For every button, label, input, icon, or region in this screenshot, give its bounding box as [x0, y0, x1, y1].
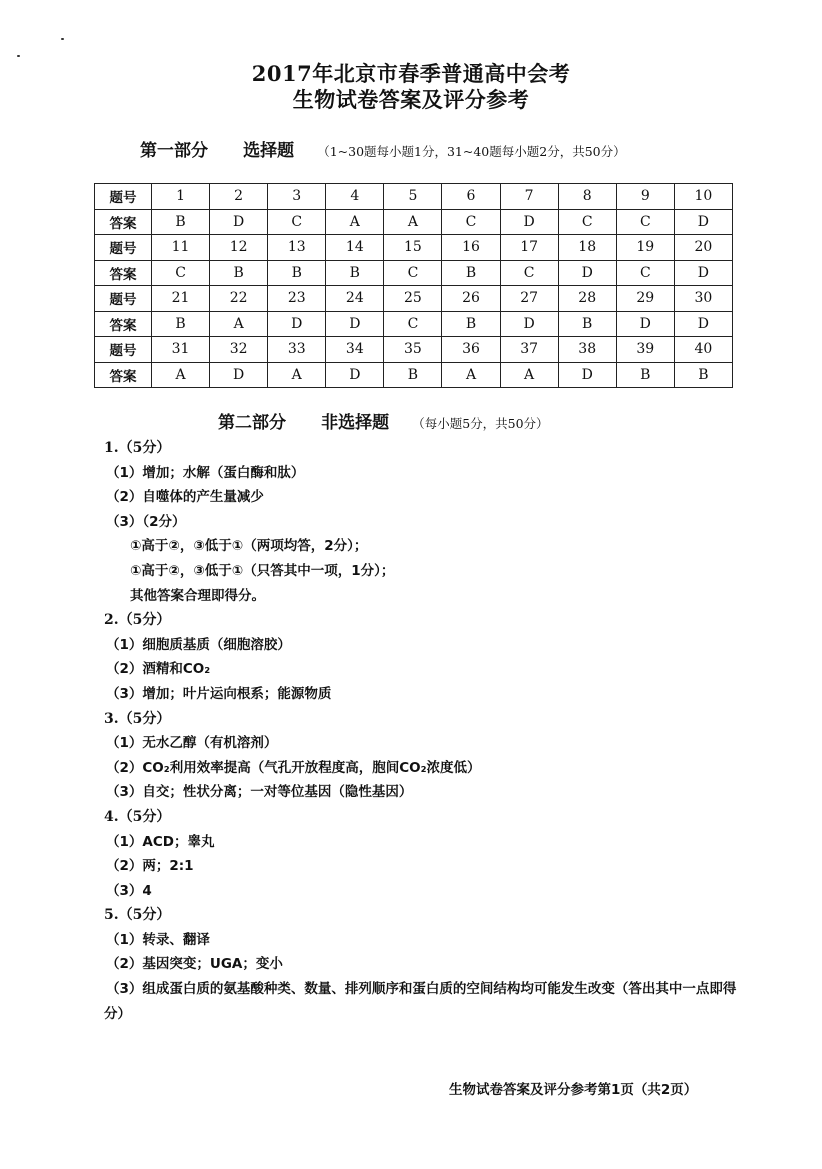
answer-cell: A	[442, 362, 500, 388]
answer-cell: D	[210, 362, 268, 388]
document-title: 2017年北京市春季普通高中会考	[251, 61, 571, 86]
answer-cell: B	[384, 362, 442, 388]
question-number-cell: 24	[326, 286, 384, 312]
answer-cell: B	[326, 260, 384, 286]
question-number-cell: 8	[558, 184, 616, 210]
answer-cell: D	[674, 209, 732, 235]
question-number-cell: 34	[326, 337, 384, 363]
question-number-cell: 7	[500, 184, 558, 210]
scan-speck	[61, 38, 64, 40]
question-number-cell: 29	[616, 286, 674, 312]
answer-cell: B	[558, 311, 616, 337]
part2-kind: 非选择题	[321, 413, 390, 433]
question-number-cell: 32	[210, 337, 268, 363]
row-label-answer: 答案	[95, 260, 152, 286]
question-4-item-3: （3）4	[106, 882, 152, 899]
question-number-cell: 9	[616, 184, 674, 210]
answer-cell: C	[500, 260, 558, 286]
question-5-head: 5.（5分）	[104, 907, 171, 924]
part2-label: 第二部分	[218, 413, 286, 433]
row-label-answer: 答案	[95, 311, 152, 337]
answer-cell: D	[268, 311, 326, 337]
question-5-item-2: （2）基因突变；UGA；变小	[106, 956, 283, 973]
answer-cell: D	[674, 260, 732, 286]
answer-cell: C	[558, 209, 616, 235]
page-footer: 生物试卷答案及评分参考第1页（共2页）	[449, 1082, 698, 1098]
part1-scoring-note: （1~30题每小题1分，31~40题每小题2分，共50分）	[317, 144, 626, 159]
answer-cell: B	[442, 311, 500, 337]
question-number-cell: 30	[674, 286, 732, 312]
question-number-cell: 13	[268, 235, 326, 261]
answer-cell: D	[500, 311, 558, 337]
question-1-detail-3: 其他答案合理即得分。	[130, 587, 265, 604]
part2-answers	[104, 436, 754, 1026]
answer-row	[95, 311, 733, 337]
question-number-cell: 39	[616, 337, 674, 363]
row-label-answer: 答案	[95, 209, 152, 235]
question-4-item-2: （2）两；2:1	[106, 858, 194, 875]
question-1-head: 1.（5分）	[104, 440, 171, 456]
answer-row	[95, 209, 733, 235]
question-5-item-1: （1）转录、翻译	[106, 931, 210, 948]
answer-cell: D	[616, 311, 674, 337]
answer-cell: A	[500, 362, 558, 388]
answer-cell: A	[152, 362, 210, 388]
answer-cell: D	[326, 311, 384, 337]
answer-cell: C	[384, 311, 442, 337]
question-number-cell: 37	[500, 337, 558, 363]
question-number-cell: 27	[500, 286, 558, 312]
part1-heading	[140, 136, 626, 161]
question-3-item-2: （2）CO₂利用效率提高（气孔开放程度高，胞间CO₂浓度低）	[106, 759, 481, 776]
answer-cell: A	[268, 362, 326, 388]
question-number-cell: 33	[268, 337, 326, 363]
question-number-row	[95, 337, 733, 363]
question-number-cell: 21	[152, 286, 210, 312]
question-3-item-3: （3）自交；性状分离；一对等位基因（隐性基因）	[106, 784, 413, 801]
question-number-cell: 22	[210, 286, 268, 312]
question-number-cell: 2	[210, 184, 268, 210]
question-number-cell: 16	[442, 235, 500, 261]
answer-cell: C	[268, 209, 326, 235]
row-label-question: 题号	[95, 235, 152, 261]
answer-cell: C	[616, 209, 674, 235]
question-number-cell: 10	[674, 184, 732, 210]
question-number-cell: 26	[442, 286, 500, 312]
question-3-item-1: （1）无水乙醇（有机溶剂）	[106, 735, 278, 752]
answer-row	[95, 362, 733, 388]
row-label-answer: 答案	[95, 362, 152, 388]
question-number-cell: 4	[326, 184, 384, 210]
question-number-cell: 38	[558, 337, 616, 363]
answer-cell: B	[152, 311, 210, 337]
row-label-question: 题号	[95, 337, 152, 363]
part2-scoring-note: （每小题5分，共50分）	[412, 416, 549, 431]
question-4-item-1: （1）ACD；睾丸	[106, 833, 215, 850]
question-1-detail-2: ①高于②，③低于①（只答其中一项，1分）；	[130, 562, 395, 579]
question-number-cell: 19	[616, 235, 674, 261]
answer-cell: D	[674, 311, 732, 337]
answer-cell: D	[558, 260, 616, 286]
answer-key-table	[94, 183, 733, 388]
question-2-item-3: （3）增加；叶片运向根系；能源物质	[106, 685, 332, 702]
question-number-cell: 1	[152, 184, 210, 210]
question-2-item-1: （1）细胞质基质（细胞溶胶）	[106, 636, 291, 653]
row-label-question: 题号	[95, 286, 152, 312]
question-number-cell: 25	[384, 286, 442, 312]
question-number-cell: 6	[442, 184, 500, 210]
question-number-cell: 12	[210, 235, 268, 261]
question-number-cell: 31	[152, 337, 210, 363]
question-number-cell: 18	[558, 235, 616, 261]
part1-label: 第一部分	[140, 141, 208, 161]
question-number-cell: 23	[268, 286, 326, 312]
answer-cell: B	[674, 362, 732, 388]
question-2-head: 2.（5分）	[104, 612, 171, 629]
answer-cell: B	[152, 209, 210, 235]
question-number-cell: 17	[500, 235, 558, 261]
answer-cell: B	[442, 260, 500, 286]
part2-heading	[218, 408, 549, 433]
question-number-cell: 11	[152, 235, 210, 261]
question-number-row	[95, 286, 733, 312]
part1-kind: 选择题	[243, 141, 295, 161]
answer-row	[95, 260, 733, 286]
question-number-cell: 3	[268, 184, 326, 210]
question-5-item-3: （3）组成蛋白质的氨基酸种类、数量、排列顺序和蛋白质的空间结构均可能发生改变（答出其中一点即得分）	[104, 981, 737, 1022]
question-number-row	[95, 184, 733, 210]
row-label-question: 题号	[95, 184, 152, 210]
question-number-cell: 28	[558, 286, 616, 312]
answer-cell: B	[616, 362, 674, 388]
document-subtitle: 生物试卷答案及评分参考	[292, 87, 530, 112]
question-4-head: 4.（5分）	[104, 808, 171, 825]
answer-cell: A	[384, 209, 442, 235]
question-number-cell: 15	[384, 235, 442, 261]
question-1-item-2: （2）自噬体的产生量减少	[106, 489, 264, 506]
answer-cell: D	[326, 362, 384, 388]
answer-cell: D	[210, 209, 268, 235]
answer-cell: D	[500, 209, 558, 235]
answer-cell: C	[442, 209, 500, 235]
answer-cell: D	[558, 362, 616, 388]
answer-cell: A	[210, 311, 268, 337]
question-number-cell: 5	[384, 184, 442, 210]
question-3-head: 3.（5分）	[104, 710, 171, 727]
answer-cell: B	[210, 260, 268, 286]
question-number-cell: 20	[674, 235, 732, 261]
question-number-cell: 36	[442, 337, 500, 363]
question-number-cell: 35	[384, 337, 442, 363]
question-1-item-3: （3）（2分）	[106, 513, 186, 530]
question-1-detail-1: ①高于②，③低于①（两项均答，2分）；	[130, 538, 368, 555]
question-number-cell: 14	[326, 235, 384, 261]
question-2-item-2: （2）酒精和CO₂	[106, 661, 211, 678]
question-1-item-1: （1）增加；水解（蛋白酶和肽）	[106, 464, 305, 481]
question-number-row	[95, 235, 733, 261]
question-number-cell: 40	[674, 337, 732, 363]
answer-cell: A	[326, 209, 384, 235]
answer-cell: C	[152, 260, 210, 286]
answer-cell: B	[268, 260, 326, 286]
answer-cell: C	[384, 260, 442, 286]
scan-speck	[17, 55, 20, 57]
answer-cell: C	[616, 260, 674, 286]
